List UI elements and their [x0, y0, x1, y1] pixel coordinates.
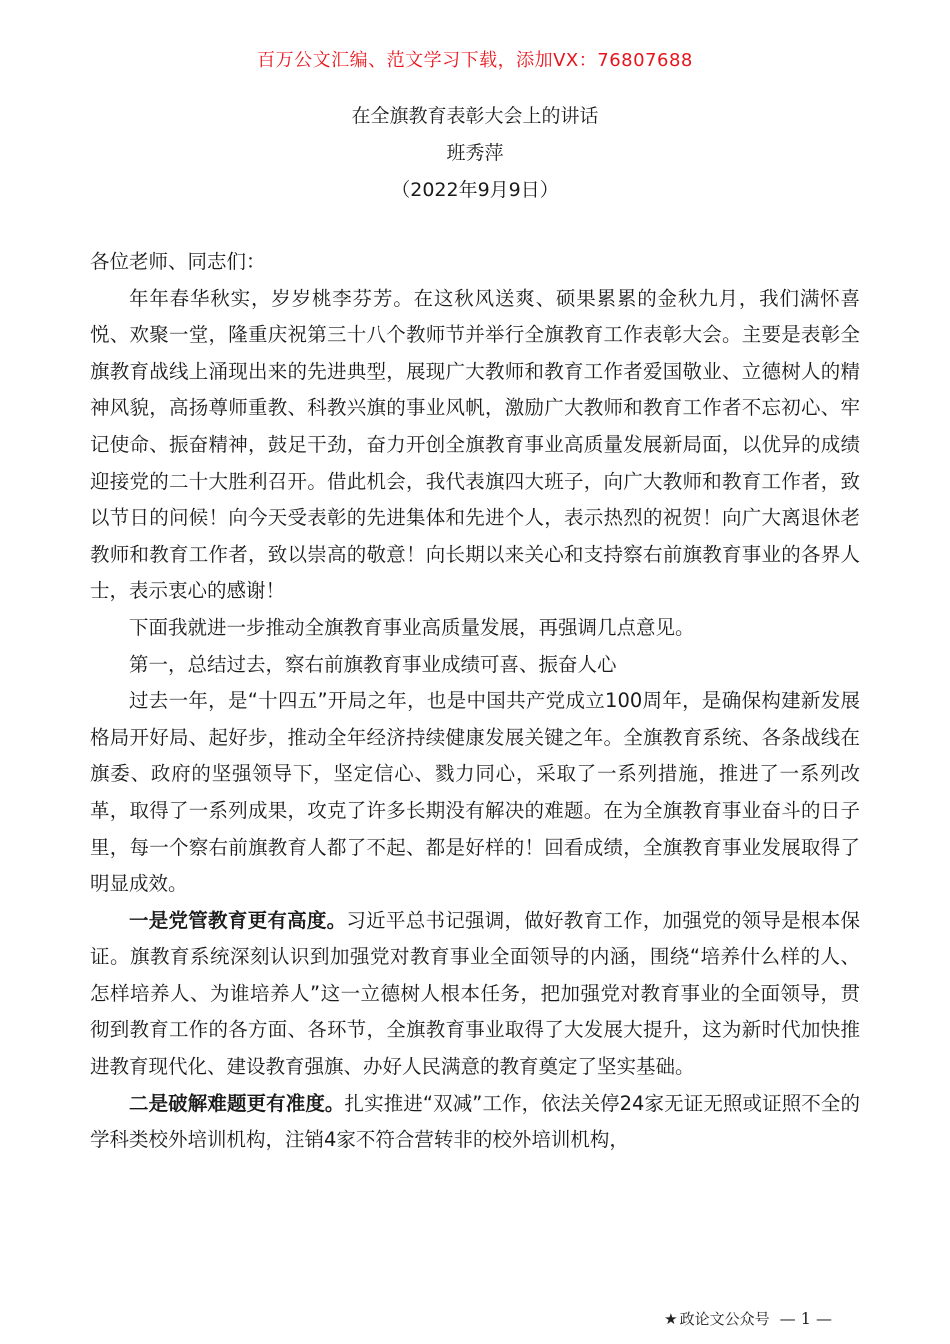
- point-2-heading: 二是破解难题更有准度。: [129, 1091, 345, 1115]
- point-1-text: 习近平总书记强调，做好教育工作，加强党的领导是根本保证。旗教育系统深刻认识到加强党对教育事业全面领导的内涵，围绕“培养什么样的人、怎样培养人、为谁培养人”这一立德树人根本任务，把加强党对教育事业的全面领导，贯彻到教育工作的各方面、各环节，全旗教育事业取得了大发展大提升，这为新时代加快推进教育现代化、建设教育强旗、办好人民满意的教育奠定了坚实基础。: [90, 908, 860, 1079]
- paragraph-point-2: [90, 1086, 860, 1159]
- page-number: — 1 —: [779, 1309, 832, 1328]
- paragraph-point-1: [90, 903, 860, 1086]
- paragraph-transition: 下面我就进一步推动全旗教育事业高质量发展，再强调几点意见。: [129, 615, 695, 639]
- section-heading-lead: 第一，: [129, 652, 188, 676]
- speech-body: [90, 244, 860, 1159]
- watermark-banner: 百万公文汇编、范文学习下载，添加VX：76807688: [257, 50, 693, 71]
- speech-date: （2022年9月9日）: [391, 179, 559, 201]
- speech-title: 在全旗教育表彰大会上的讲话: [351, 105, 599, 127]
- section-heading-1: [90, 647, 860, 684]
- paragraph-intro: 年年春华秋实，岁岁桃李芬芳。在这秋风送爽、硕果累累的金秋九月，我们满怀喜悦、欢聚一堂，隆重庆祝第三十八个教师节并举行全旗教育工作表彰大会。主要是表彰全旗教育战线上涌现出来的先进典型，展现广大教师和教育工作者爱国敬业、立德树人的精神风貌，高扬尊师重教、科教兴旗的事业风帆，激励广大教师和教育工作者不忘初心、牢记使命、振奋精神，鼓足干劲，奋力开创全旗教育事业高质量发展新局面，以优异的成绩迎接党的二十大胜利召开。借此机会，我代表旗四大班子，向广大教师和教育工作者，致以节日的问候！向今天受表彰的先进集体和先进个人，表示热烈的祝贺！向广大离退休老教师和教育工作者，致以崇高的敬意！向长期以来关心和支持察右前旗教育事业的各界人士，表示衷心的感谢！: [90, 286, 860, 603]
- footer-label: 政论文公众号: [679, 1310, 770, 1328]
- paragraph-review: 过去一年，是“十四五”开局之年，也是中国共产党成立100周年，是确保构建新发展格局开好局、起好步，推动全年经济持续健康发展关键之年。全旗教育系统、各条战线在旗委、政府的坚强领导下，坚定信心、戮力同心，采取了一系列措施，推进了一系列改革，取得了一系列成果，攻克了许多长期没有解决的难题。在为全旗教育事业奋斗的日子里，每一个察右前旗教育人都了不起、都是好样的！回看成绩，全旗教育事业发展取得了明显成效。: [90, 689, 860, 896]
- salutation: 各位老师、同志们：: [90, 250, 266, 273]
- speech-author: 班秀萍: [446, 142, 504, 164]
- point-2-text: 扎实推进“双减”工作，依法关停24家无证无照或证照不全的学科类校外培训机构，注销4家不符合营转非的校外培训机构，: [90, 1091, 860, 1152]
- title-block: [0, 98, 950, 209]
- page-footer: [664, 1308, 832, 1329]
- point-1-heading: 一是党管教育更有高度。: [129, 908, 347, 932]
- section-heading-text: 总结过去，察右前旗教育事业成绩可喜、振奋人心: [187, 652, 617, 676]
- star-icon: ★: [664, 1310, 678, 1328]
